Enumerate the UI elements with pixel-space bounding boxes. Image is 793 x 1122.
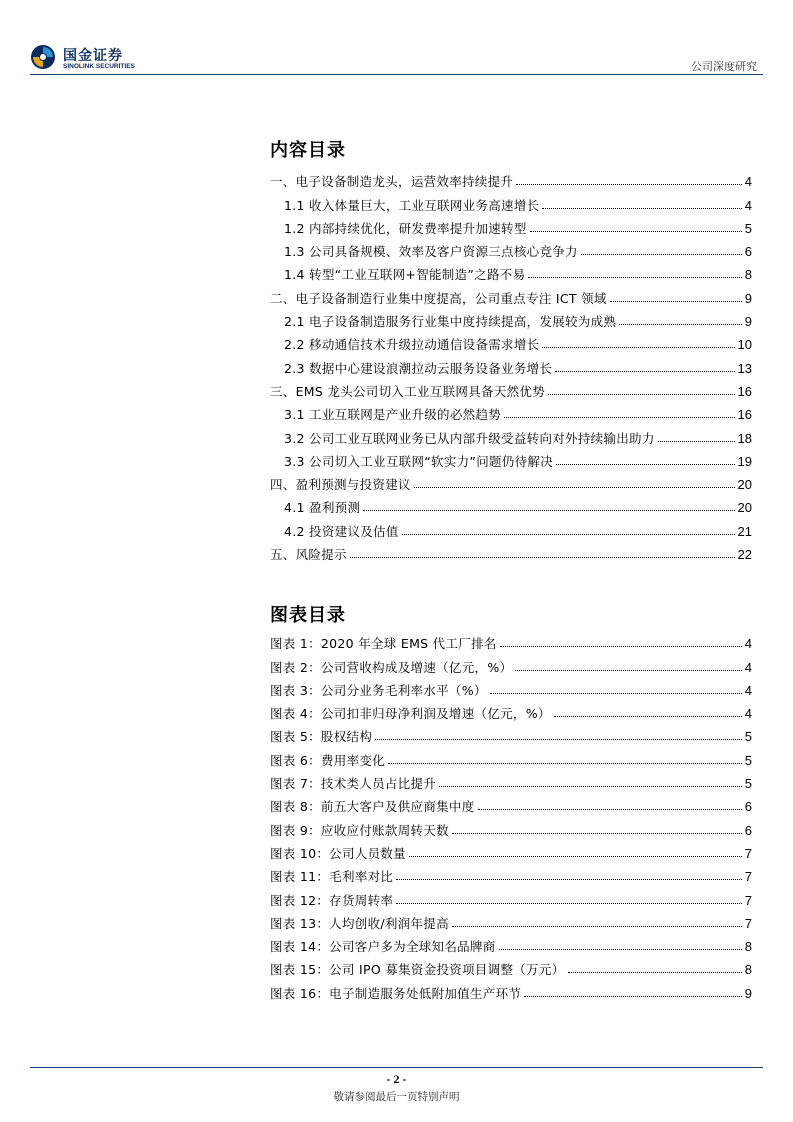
contents-entry-page-number: 10	[737, 337, 752, 353]
contents-list	[270, 166, 752, 562]
contents-entry-label: 一、电子设备制造龙头，运营效率持续提升	[270, 174, 514, 190]
figure-entry-page-number: 4	[744, 659, 752, 675]
contents-entry-page-number: 8	[744, 267, 752, 283]
figure-entry-page-number: 8	[744, 962, 752, 978]
figure-entry-label: 图表 1：2020 年全球 EMS 代工厂排名	[270, 636, 497, 652]
contents-entry[interactable]	[270, 329, 752, 352]
dot-leader	[524, 996, 742, 997]
figure-entry-label: 图表 9：应收应付账款周转天数	[270, 822, 449, 838]
contents-entry[interactable]	[270, 213, 752, 236]
contents-entry[interactable]	[270, 259, 752, 282]
dot-leader	[542, 347, 734, 348]
dot-leader	[499, 949, 742, 950]
dot-leader	[363, 510, 734, 511]
figure-entry-label: 图表 6：费用率变化	[270, 752, 385, 768]
contents-entry-label: 1.3 公司具备规模、效率及客户资源三点核心竞争力	[284, 244, 578, 260]
contents-entry-page-number: 20	[737, 500, 752, 516]
dot-leader	[375, 739, 742, 740]
figure-entry[interactable]	[270, 814, 752, 837]
contents-entry-label: 3.3 公司切入工业互联网“软实力”问题仍待解决	[284, 453, 554, 469]
dot-leader	[396, 879, 742, 880]
figure-entry-page-number: 7	[744, 845, 752, 861]
figure-entry[interactable]	[270, 954, 752, 977]
disclaimer-note: 敬请参阅最后一页特别声明	[333, 1091, 460, 1103]
dot-leader	[452, 926, 742, 927]
figure-entry-page-number: 6	[744, 799, 752, 815]
sinolink-logo	[30, 44, 150, 74]
contents-entry-label: 三、EMS 龙头公司切入工业互联网具备天然优势	[270, 383, 545, 399]
dot-leader	[581, 254, 742, 255]
dot-leader	[402, 534, 735, 535]
figure-entry-page-number: 7	[744, 892, 752, 908]
contents-entry[interactable]	[270, 189, 752, 212]
figure-entry-label: 图表 16：电子制造服务处低附加值生产环节	[270, 985, 522, 1001]
contents-entry-label: 1.2 内部持续优化，研发费率提升加速转型	[284, 220, 527, 236]
figure-entry-label: 图表 2：公司营收构成及增速（亿元，%）	[270, 659, 513, 675]
contents-entry[interactable]	[270, 469, 752, 492]
figure-entry-page-number: 5	[744, 776, 752, 792]
header-divider	[30, 74, 763, 75]
figure-entry[interactable]	[270, 861, 752, 884]
contents-entry-page-number: 18	[737, 430, 752, 446]
dot-leader	[490, 693, 742, 694]
contents-entry-label: 四、盈利预测与投资建议	[270, 477, 411, 493]
figure-entry[interactable]	[270, 884, 752, 907]
figure-entry-label: 图表 10：公司人员数量	[270, 845, 406, 861]
contents-entry-page-number: 21	[737, 523, 752, 539]
dot-leader	[610, 301, 742, 302]
contents-entry-label: 1.4 转型“工业互联网+智能制造”之路不易	[284, 267, 526, 283]
contents-entry-page-number: 13	[737, 360, 752, 376]
contents-entry-page-number: 20	[737, 477, 752, 493]
figure-entry-label: 图表 12：存货周转率	[270, 892, 394, 908]
figure-entry-label: 图表 4：公司扣非归母净利润及增速（亿元，%）	[270, 706, 551, 722]
figure-entry-page-number: 7	[744, 915, 752, 931]
figure-entry-label: 图表 14：公司客户多为全球知名品牌商	[270, 939, 496, 955]
dot-leader	[396, 903, 742, 904]
dot-leader	[478, 809, 742, 810]
contents-entry-page-number: 6	[744, 244, 752, 260]
dot-leader	[452, 833, 742, 834]
contents-entry-page-number: 19	[737, 453, 752, 469]
contents-entry-label: 4.2 投资建议及估值	[284, 523, 399, 539]
figure-entry-label: 图表 8：前五大客户及供应商集中度	[270, 799, 475, 815]
contents-entry[interactable]	[270, 166, 752, 189]
dot-leader	[516, 184, 742, 185]
contents-entry[interactable]	[270, 306, 752, 329]
contents-entry-label: 2.3 数据中心建设浪潮拉动云服务设备业务增长	[284, 360, 553, 376]
dot-leader	[658, 441, 735, 442]
contents-entry-label: 五、风险提示	[270, 547, 347, 563]
sinolink-logo-icon	[30, 44, 56, 70]
contents-entry-label: 3.1 工业互联网是产业升级的必然趋势	[284, 407, 502, 423]
figure-entry[interactable]	[270, 675, 752, 698]
figure-entry-page-number: 4	[744, 706, 752, 722]
dot-leader	[568, 972, 742, 973]
contents-entry[interactable]	[270, 492, 752, 515]
contents-entry-label: 4.1 盈利预测	[284, 500, 361, 516]
figure-entry-page-number: 8	[744, 939, 752, 955]
logo-chinese-name: 国金证券	[63, 48, 123, 64]
contents-entry[interactable]	[270, 446, 752, 469]
dot-leader	[619, 324, 742, 325]
footer-divider	[30, 1067, 763, 1068]
dot-leader	[554, 716, 742, 717]
contents-entry-page-number: 4	[744, 197, 752, 213]
figure-entry[interactable]	[270, 651, 752, 674]
page-header	[0, 0, 793, 76]
dot-leader	[530, 231, 742, 232]
contents-entry-page-number: 4	[744, 174, 752, 190]
contents-entry-label: 1.1 收入体量巨大，工业互联网业务高速增长	[284, 197, 540, 213]
figure-entry-label: 图表 15：公司 IPO 募集资金投资项目调整（万元）	[270, 962, 565, 978]
contents-entry-label: 2.2 移动通信技术升级拉动通信设备需求增长	[284, 337, 540, 353]
dot-leader	[350, 557, 735, 558]
figure-entry-page-number: 4	[744, 682, 752, 698]
contents-entry[interactable]	[270, 539, 752, 562]
dot-leader	[388, 763, 742, 764]
contents-entry[interactable]	[270, 515, 752, 538]
contents-entry[interactable]	[270, 422, 752, 445]
figure-entry-label: 图表 5：股权结构	[270, 729, 373, 745]
figure-entry[interactable]	[270, 908, 752, 931]
contents-entry[interactable]	[270, 282, 752, 305]
figure-entry-label: 图表 3：公司分业务毛利率水平（%）	[270, 682, 487, 698]
contents-entry[interactable]	[270, 399, 752, 422]
contents-entry[interactable]	[270, 352, 752, 375]
dot-leader	[414, 487, 735, 488]
contents-entry-page-number: 16	[737, 383, 752, 399]
figure-entry-label: 图表 11：毛利率对比	[270, 869, 394, 885]
figure-entry-page-number: 4	[744, 636, 752, 652]
figures-list	[270, 628, 752, 1001]
dot-leader	[500, 646, 742, 647]
figure-entry[interactable]	[270, 838, 752, 861]
contents-entry-label: 3.2 公司工业互联网业务已从内部升级受益转向对外持续输出助力	[284, 430, 655, 446]
dot-leader	[439, 786, 742, 787]
figure-entry-page-number: 7	[744, 869, 752, 885]
figure-entry[interactable]	[270, 721, 752, 744]
figure-entry[interactable]	[270, 931, 752, 954]
figures-title: 图表目录	[270, 605, 346, 626]
figure-entry[interactable]	[270, 791, 752, 814]
dot-leader	[528, 277, 741, 278]
dot-leader	[548, 394, 735, 395]
figure-entry-label: 图表 7：技术类人员占比提升	[270, 776, 437, 792]
figure-entry-page-number: 5	[744, 729, 752, 745]
figure-entry-page-number: 5	[744, 752, 752, 768]
contents-entry-label: 二、电子设备制造行业集中度提高，公司重点专注 ICT 领域	[270, 290, 607, 306]
figure-entry[interactable]	[270, 977, 752, 1000]
contents-entry-page-number: 9	[744, 290, 752, 306]
contents-entry-page-number: 9	[744, 314, 752, 330]
figure-entry-page-number: 6	[744, 822, 752, 838]
contents-entry-label: 2.1 电子设备制造服务行业集中度持续提高，发展较为成熟	[284, 314, 617, 330]
dot-leader	[556, 464, 735, 465]
contents-entry-page-number: 22	[737, 547, 752, 563]
dot-leader	[555, 371, 734, 372]
dot-leader	[542, 208, 741, 209]
dot-leader	[409, 856, 742, 857]
contents-entry[interactable]	[270, 236, 752, 259]
page-number: - 2 -	[386, 1072, 407, 1086]
contents-entry[interactable]	[270, 376, 752, 399]
figure-entry[interactable]	[270, 768, 752, 791]
dot-leader	[515, 670, 741, 671]
dot-leader	[504, 417, 734, 418]
report-type-label: 公司深度研究	[691, 60, 757, 73]
contents-entry-page-number: 5	[744, 220, 752, 236]
contents-title: 内容目录	[270, 140, 346, 161]
figure-entry[interactable]	[270, 698, 752, 721]
logo-english-name: SINOLINK SECURITIES	[63, 63, 135, 70]
contents-entry-page-number: 16	[737, 407, 752, 423]
figure-entry-label: 图表 13：人均创收/利润年提高	[270, 915, 449, 931]
figure-entry[interactable]	[270, 744, 752, 767]
figure-entry-page-number: 9	[744, 985, 752, 1001]
figure-entry[interactable]	[270, 628, 752, 651]
